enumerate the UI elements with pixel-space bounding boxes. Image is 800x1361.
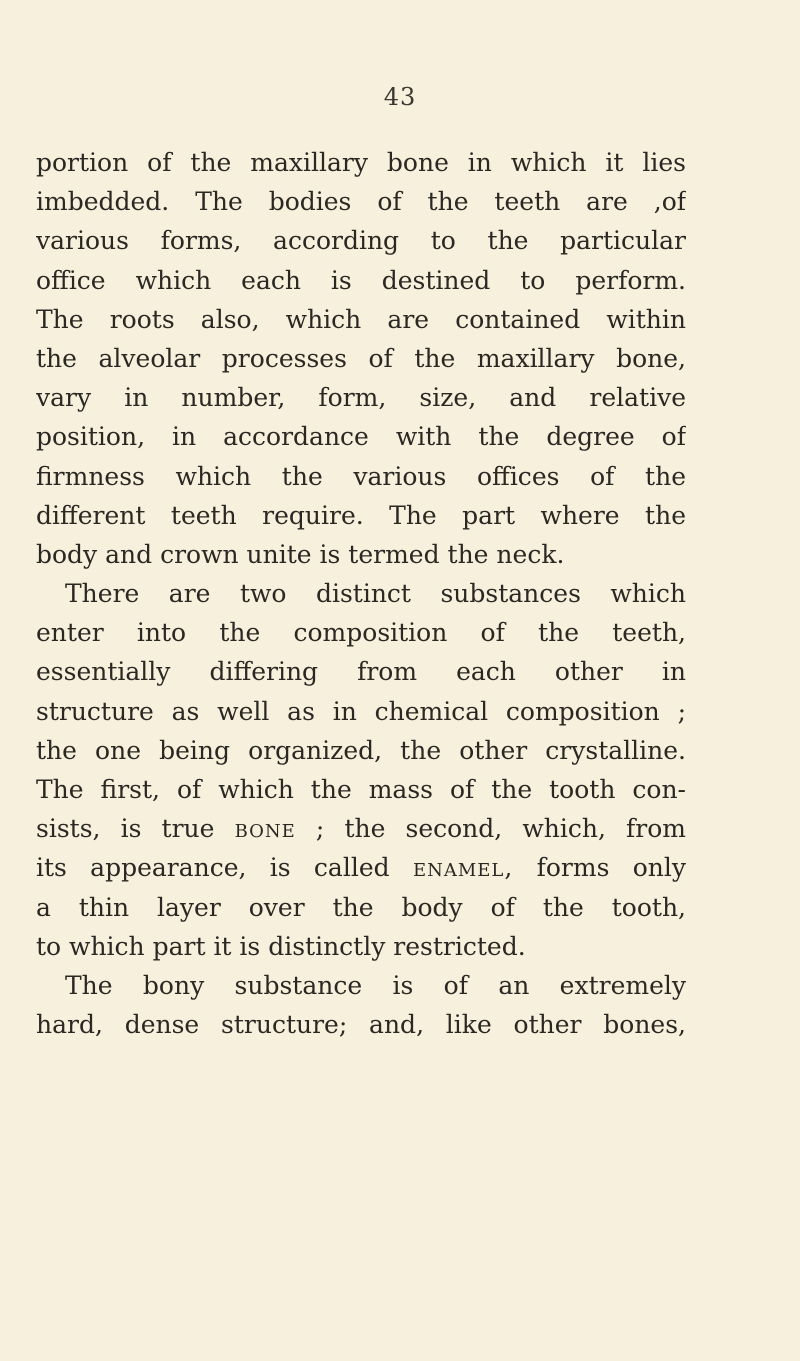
text-line-18 — [36, 809, 686, 848]
text-line-22: The bony substance is of an extremely — [65, 970, 686, 1000]
text-line-19-end: forms only — [513, 853, 686, 883]
text-line-18-end: ; the second, which, from — [295, 814, 686, 844]
text-line-6: the alveolar processes of the maxillary bone, — [36, 343, 686, 373]
text-line-21: to which part it is distinctly restricted. — [36, 931, 526, 961]
text-line-19 — [36, 848, 686, 887]
text-line-13: enter into the composition of the teeth, — [36, 618, 686, 648]
text-line-7: vary in number, form, size, and relative — [36, 383, 686, 413]
text-line-17: The first, of which the mass of the tooth con- — [36, 775, 686, 804]
text-line-1: portion of the maxillary bone in which it lies — [36, 148, 686, 177]
text-line-3: various forms, according to the particular — [36, 226, 686, 256]
text-line-14: essentially differing from each other in — [36, 657, 686, 687]
text-line-11: body and crown unite is termed the neck. — [36, 539, 565, 569]
body-text — [36, 143, 686, 1044]
text-line-5: The roots also, which are contained within — [36, 304, 686, 334]
text-line-12: There are two distinct substances which — [65, 579, 686, 609]
text-line-9: firmness which the various offices of the — [36, 461, 686, 491]
text-line-16: the one being organized, the other crystalline. — [36, 735, 686, 765]
text-line-8: position, in accordance with the degree of — [36, 422, 686, 452]
text-line-10: different teeth require. The part where the — [36, 500, 686, 530]
text-line-19-start: its appearance, is called — [36, 853, 413, 883]
small-caps-term-enamel: enamel, — [412, 853, 514, 883]
text-line-4: office which each is destined to perform. — [36, 265, 686, 295]
small-caps-term-bone: bone — [234, 814, 296, 844]
text-line-15: structure as well as in chemical composition ; — [36, 696, 686, 726]
page-number: 43 — [383, 83, 417, 111]
text-line-2: imbedded. The bodies of the teeth are ,of — [36, 187, 686, 217]
text-line-23: hard, dense structure; and, like other bones, — [36, 1010, 686, 1040]
text-line-20: a thin layer over the body of the tooth, — [36, 892, 686, 922]
text-line-18-start: sists, is true — [36, 814, 235, 844]
